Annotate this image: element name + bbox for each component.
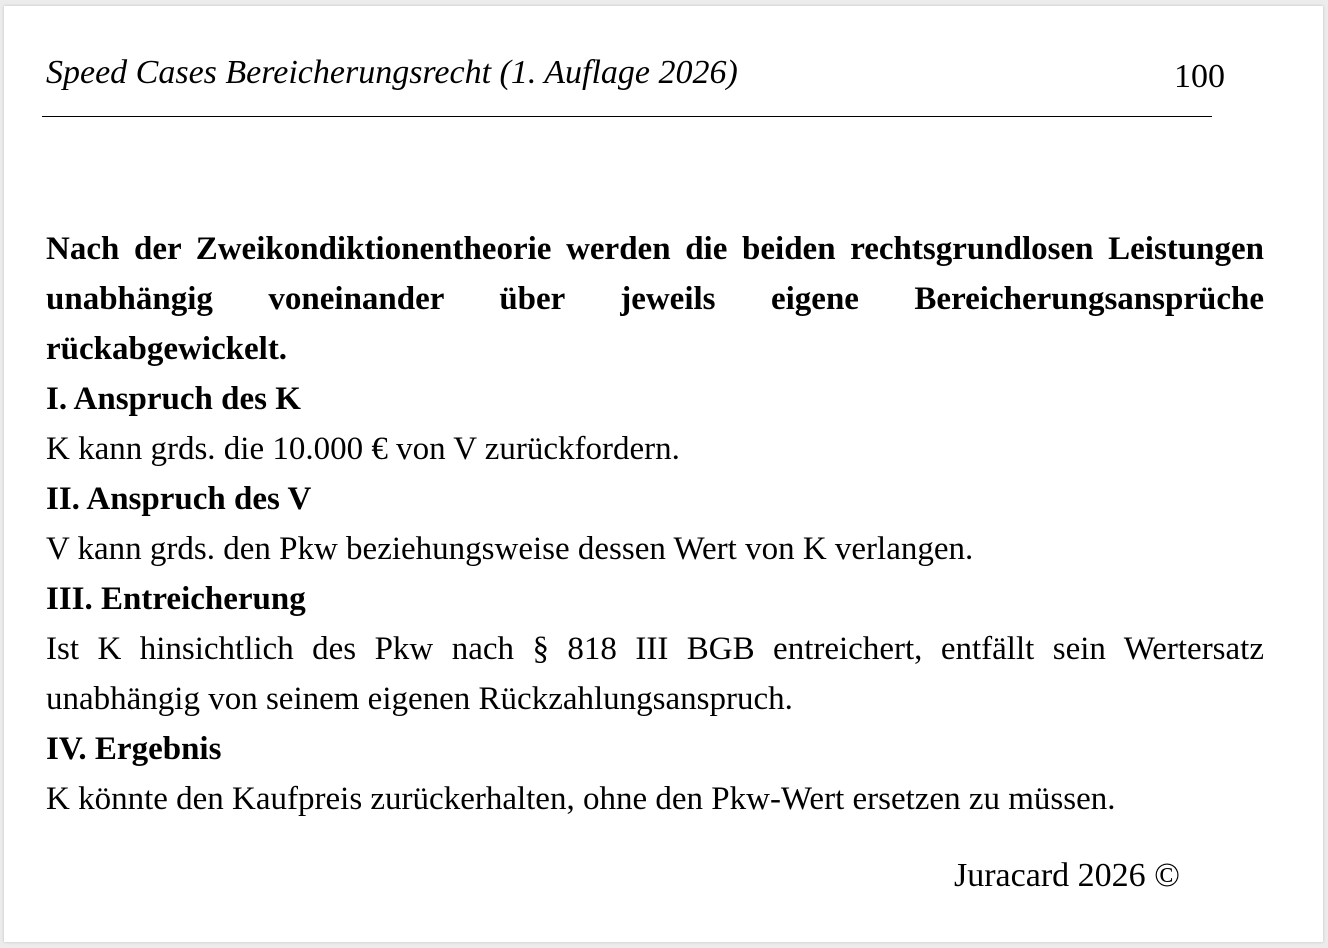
header-divider	[42, 116, 1212, 117]
document-page	[4, 6, 1323, 942]
section-heading-enrichment: III. Entreicherung	[46, 581, 306, 617]
section-heading-claim-k: I. Anspruch des K	[46, 381, 301, 417]
section-heading-claim-v: II. Anspruch des V	[46, 481, 312, 517]
section-text-claim-v: V kann grds. den Pkw beziehungsweise dessen Wert von K verlangen.	[46, 531, 974, 567]
intro-paragraph: Nach der Zweikondiktionentheorie werden die beiden rechtsgrundlosen Leistungen unabhängig voneinander über jeweils eigene Bereicherungsansprüche rückabgewickelt.	[46, 231, 1264, 367]
header-title: Speed Cases Bereicherungsrecht (1. Auflage 2026)	[46, 54, 738, 91]
document-body	[46, 224, 1264, 824]
page-number: 100	[1174, 58, 1225, 95]
section-text-result: K könnte den Kaufpreis zurückerhalten, ohne den Pkw-Wert ersetzen zu müssen.	[46, 781, 1116, 817]
section-heading-result: IV. Ergebnis	[46, 731, 222, 767]
section-text-claim-k: K kann grds. die 10.000 € von V zurückfordern.	[46, 431, 680, 467]
footer-copyright: Juracard 2026 ©	[954, 857, 1180, 894]
section-text-enrichment: Ist K hinsichtlich des Pkw nach § 818 III BGB entreichert, entfällt sein Wertersatz unabhängig von seinem eigenen Rückzahlungsanspruch.	[46, 631, 1264, 717]
